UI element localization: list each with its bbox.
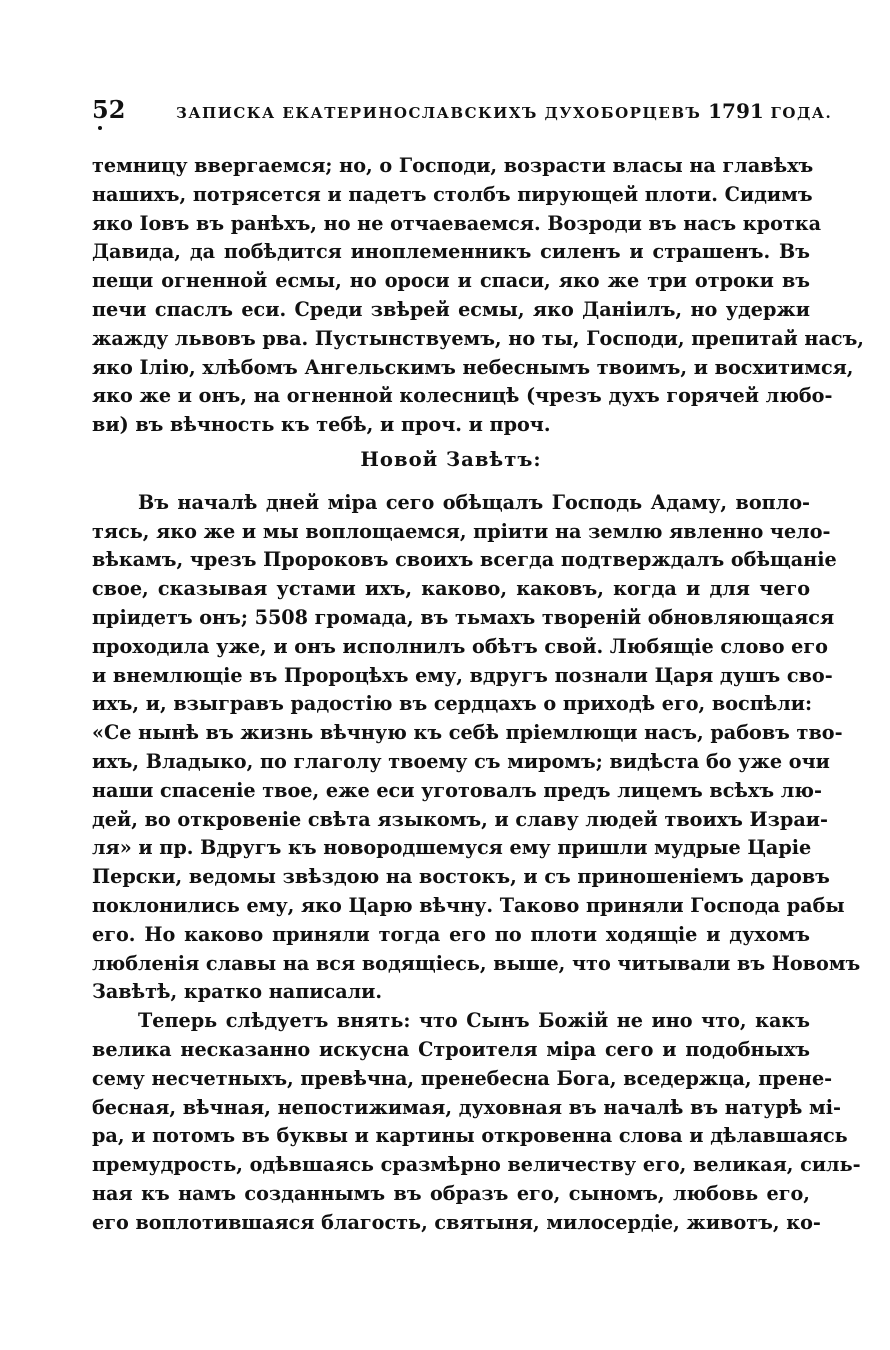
text-line: вѣкамъ, чрезъ Пророковъ своихъ всегда подтверждалъ обѣщаніе: [92, 548, 837, 572]
text-line: его воплотившаяся благость, святыня, милосердіе, животъ, ко-: [92, 1210, 821, 1234]
text-line: печи спаслъ еси. Среди звѣрей есмы, яко Даніилъ, но удержи: [92, 297, 810, 321]
text-line: Давида, да побѣдится иноплеменникъ силенъ и страшенъ. Въ: [92, 240, 810, 264]
text-line: Въ началѣ дней міра сего обѣщалъ Господь Адаму, вопло-: [138, 490, 810, 514]
section-title: Новой Завѣтъ:: [360, 447, 542, 471]
text-line: наши спасеніе твое, еже еси уготовалъ предъ лицемъ всѣхъ лю-: [92, 778, 822, 802]
text-line: яко же и онъ, на огненной колесницѣ (чрезъ духъ горячей любо-: [92, 384, 833, 408]
text-line: его. Но каково приняли тогда его по плоти ходящіе и духомъ: [92, 922, 810, 946]
text-line: ихъ, Владыко, по глаголу твоему съ миромъ; видѣста бо уже очи: [92, 749, 830, 773]
text-line: Завѣтѣ, кратко написали.: [92, 980, 383, 1004]
text-line: и внемлющіе въ Пророцѣхъ ему, вдругъ познали Царя душъ сво-: [92, 663, 833, 687]
text-line: любленія славы на вся водящіесь, выше, что читывали въ Новомъ: [92, 951, 861, 975]
text-line: премудрость, одѣвшаясь сразмѣрно величеству его, великая, силь-: [92, 1153, 861, 1177]
running-title-text: ЗАПИСКА ЕКАТЕРИНОСЛАВСКИХЪ ДУХОБОРЦЕВЪ: [176, 104, 702, 122]
text-line: дей, во откровеніе свѣта языкомъ, и славу людей твоихъ Израи-: [92, 807, 828, 831]
running-title: [176, 99, 833, 124]
text-line: яко Ілію, хлѣбомъ Ангельскимъ небеснымъ твоимъ, и восхитимся,: [92, 355, 854, 379]
text-line: ихъ, и, взыгравъ радостію въ сердцахъ о приходѣ его, воспѣли:: [92, 692, 813, 716]
text-line: сему несчетныхъ, превѣчна, пренебесна Бога, вседержца, прене-: [92, 1066, 833, 1090]
text-line: Перски, ведомы звѣздою на востокъ, и съ приношеніемъ даровъ: [92, 865, 830, 889]
text-line: яко Іовъ въ ранѣхъ, но не отчаеваемся. Возроди въ насъ кротка: [92, 211, 822, 235]
running-title-year: 1791: [708, 99, 764, 123]
text-line: тясь, яко же и мы воплощаемся, пріити на землю явленно чело-: [92, 519, 831, 543]
text-line: велика несказанно искусна Строителя міра сего и подобныхъ: [92, 1037, 810, 1061]
text-line: пріидетъ онъ; 5508 громада, въ тьмахъ твореній обновляющаяся: [92, 605, 835, 629]
text-line: Теперь слѣдуетъ внять: что Сынъ Божій не ино что, какъ: [138, 1009, 810, 1033]
text-line: ная къ намъ созданнымъ въ образъ его, сыномъ, любовь его,: [92, 1181, 810, 1205]
text-line: бесная, вѣчная, непостижимая, духовная въ началѣ въ натурѣ мі-: [92, 1095, 841, 1119]
text-line: свое, сказывая устами ихъ, каково, каковъ, когда и для чего: [92, 577, 810, 601]
text-line: ля» и пр. Вдругъ къ новородшемуся ему пришли мудрые Царіе: [92, 836, 812, 860]
text-line: «Се нынѣ въ жизнь вѣчную къ себѣ пріемлющи насъ, рабовъ тво-: [92, 721, 843, 745]
paragraph-3: [92, 1007, 861, 1237]
text-line: ви) въ вѣчность къ тебѣ, и проч. и проч.: [92, 413, 551, 437]
page-number: 52: [92, 95, 126, 124]
page-header: [92, 95, 833, 126]
ink-dot: [98, 126, 102, 130]
text-line: нашихъ, потрясется и падетъ столбъ пирующей плоти. Сидимъ: [92, 182, 813, 206]
running-title-end: ГОДА.: [770, 104, 833, 122]
text-line: поклонились ему, яко Царю вѣчну. Таково приняли Господа рабы: [92, 893, 845, 917]
page-body: [92, 152, 864, 1237]
text-line: ра, и потомъ въ буквы и картины откровенна слова и дѣлавшаясь: [92, 1124, 848, 1148]
paragraph-1: [92, 152, 864, 440]
paragraph-2: [92, 489, 861, 1007]
text-line: пещи огненной есмы, но ороси и спаси, яко же три отроки въ: [92, 269, 810, 293]
text-line: темницу ввергаемся; но, о Господи, возрасти власы на главѣхъ: [92, 154, 814, 177]
text-line: жажду львовъ рва. Пустынствуемъ, но ты, Господи, препитай насъ,: [92, 326, 864, 350]
text-line: проходила уже, и онъ исполнилъ обѣтъ свой. Любящіе слово его: [92, 634, 828, 658]
